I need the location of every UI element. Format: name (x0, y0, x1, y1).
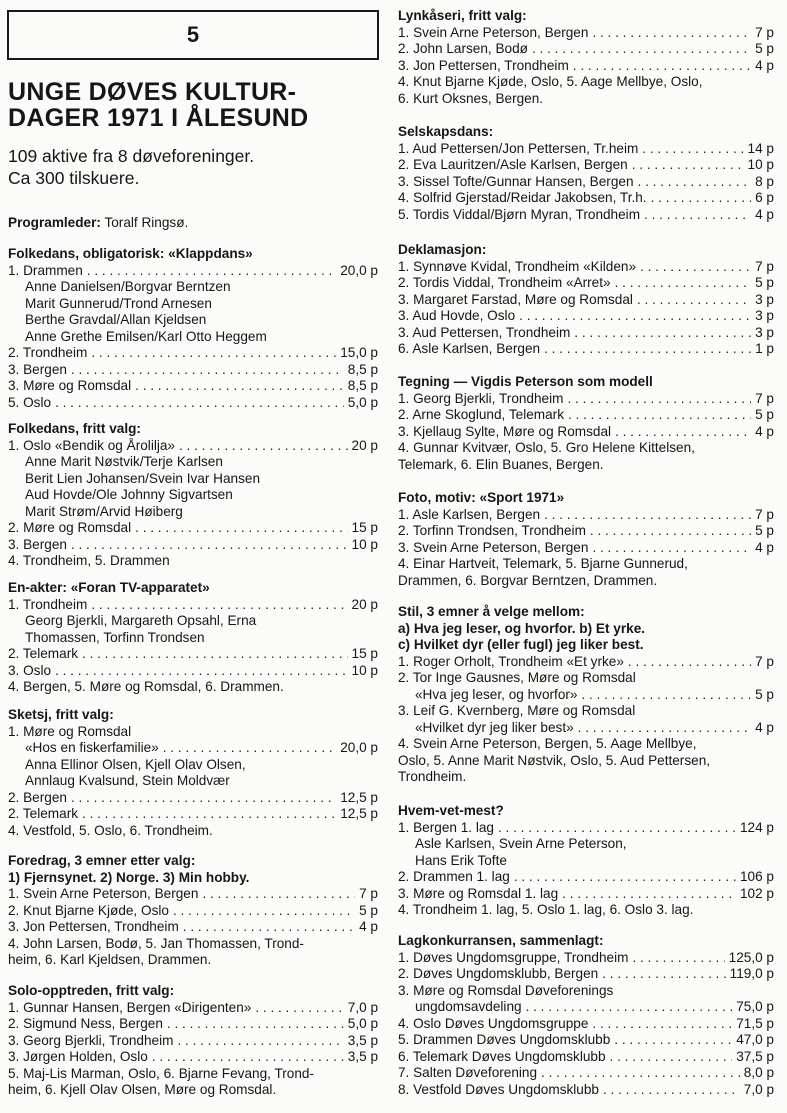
other-placings: 6. Kurt Oksnes, Bergen. (398, 90, 544, 106)
section-foredrag (8, 853, 378, 969)
result-row (8, 1016, 378, 1033)
member-line: Marit Strøm/Arvid Høiberg (25, 503, 183, 519)
result-row (398, 157, 774, 174)
result-row (398, 1016, 774, 1033)
leader-dots (544, 341, 751, 358)
result-name: «Hos en fiskerfamilie» (25, 740, 159, 755)
section-sketsj (8, 707, 378, 839)
section-heading: Folkedans, fritt valg: (8, 421, 141, 436)
leader-dots (183, 919, 355, 936)
result-row (8, 663, 378, 680)
section-heading: Lynkåseri, fritt valg: (398, 8, 527, 23)
intro-line-2: Ca 300 tilskuere. (8, 168, 140, 188)
result-row (8, 919, 378, 936)
leader-dots (590, 523, 751, 540)
result-points: 4 p (755, 57, 774, 73)
leader-dots (71, 362, 344, 379)
result-name: 1. Bergen 1. lag (398, 819, 494, 835)
result-name: 2. Bergen (8, 789, 67, 805)
result-points: 1 p (755, 341, 774, 356)
leader-dots (573, 58, 751, 75)
result-row (8, 1049, 378, 1066)
result-name: 6. Asle Karlsen, Bergen (398, 341, 541, 356)
programleder-label: Programleder: (8, 215, 101, 230)
result-points: 7,0 p (347, 999, 378, 1015)
result-name: 3. Aud Hovde, Oslo (398, 308, 516, 323)
result-name: 1. Georg Bjerkli, Trondheim (398, 390, 564, 406)
result-points: 7 p (755, 390, 774, 406)
result-points: 5 p (755, 41, 774, 56)
leader-dots (651, 190, 752, 207)
result-name: 7. Salten Døveforening (398, 1065, 538, 1080)
section-heading: Foredrag, 3 emner etter valg: (8, 853, 196, 868)
section-heading: Deklamasjon: (398, 242, 487, 257)
result-row (8, 378, 378, 395)
result-points: 6 p (755, 190, 774, 205)
result-points: 124 p (739, 819, 774, 835)
leader-dots (567, 391, 751, 408)
result-name: 5. Oslo (8, 394, 52, 410)
result-points: 119,0 p (729, 966, 774, 981)
result-points: 12,5 p (340, 789, 378, 805)
result-points: 5 p (755, 407, 774, 422)
article-title (8, 79, 388, 131)
leader-dots (87, 263, 336, 280)
result-row (398, 341, 774, 358)
result-row (398, 275, 774, 292)
other-placings: Drammen, 6. Borgvar Berntzen, Drammen. (398, 572, 658, 588)
result-name: 3. Georg Bjerkli, Trondheim (8, 1032, 174, 1048)
result-row (8, 806, 378, 823)
section-heading: Lagkonkurransen, sammenlagt: (398, 933, 604, 948)
result-row (398, 820, 774, 837)
result-name: 3. Bergen (8, 536, 67, 552)
result-points: 4 p (755, 423, 774, 439)
result-row (398, 292, 774, 309)
result-name: 1. Roger Orholt, Trondheim «Et yrke» (398, 653, 624, 669)
result-points: 15 p (351, 646, 378, 661)
member-line: Annlaug Kvalsund, Stein Moldvær (25, 773, 230, 788)
result-points: 3,5 p (347, 1049, 378, 1064)
leader-dots (163, 740, 336, 757)
member-line: Aud Hovde/Ole Johnny Sigvartsen (25, 487, 233, 502)
result-name: 6. Telemark Døves Ungdomsklubb (398, 1048, 606, 1064)
result-name: 2. Møre og Romsdal (8, 520, 132, 535)
leader-dots (581, 687, 751, 704)
section-solo-opptreden (8, 983, 378, 1099)
leader-dots (578, 720, 751, 737)
leader-dots (602, 966, 725, 983)
leader-dots (642, 141, 743, 158)
leader-dots (592, 540, 751, 557)
result-name: 3. Kjellaug Sylte, Møre og Romsdal (398, 423, 612, 439)
leader-dots (568, 407, 751, 424)
result-points: 20 p (351, 437, 378, 453)
result-points: 7 p (359, 886, 378, 901)
result-row (8, 438, 378, 455)
page-number: 5 (186, 22, 200, 47)
member-line: Georg Bjerkli, Margareth Opsahl, Erna (25, 613, 257, 628)
other-placings: 4. Trondheim 1. lag, 5. Oslo 1. lag, 6. Oslo 3. lag. (398, 902, 694, 917)
result-row (8, 886, 378, 903)
section-heading: Selskapsdans: (398, 124, 494, 139)
result-points: 14 p (747, 140, 774, 156)
other-placings: Telemark, 6. Elin Buanes, Bergen. (398, 456, 604, 472)
result-points: 4 p (755, 539, 774, 555)
result-points: 10 p (351, 662, 378, 678)
result-name: 5. Drammen Døves Ungdomsklubb (398, 1032, 611, 1047)
other-placings: 4. Vestfold, 5. Oslo, 6. Trondheim. (8, 822, 213, 838)
result-row (398, 174, 774, 191)
result-row (398, 720, 774, 737)
other-placings: 4. Gunnar Kvitvær, Oslo, 5. Gro Helene Kittelsen, (398, 440, 695, 455)
section-heading: Solo-opptreden, fritt valg: (8, 983, 175, 998)
other-placings: 4. Bergen, 5. Møre og Romsdal, 6. Drammen. (8, 679, 284, 694)
result-points: 7 p (755, 506, 774, 522)
result-row (398, 966, 774, 983)
section-heading: Folkedans, obligatorisk: «Klappdans» (8, 246, 253, 261)
result-name: 3. Jon Pettersen, Trondheim (398, 57, 569, 73)
result-name: 5. Tordis Viddal/Bjørn Myran, Trondheim (398, 206, 641, 222)
result-name: 1. Asle Karlsen, Bergen (398, 506, 541, 522)
result-row (398, 325, 774, 342)
result-name: 3. Margaret Farstad, Møre og Romsdal (398, 291, 633, 307)
result-name: ungdomsavdeling (415, 999, 522, 1014)
member-line: Berit Lien Johansen/Svein Ivar Hansen (25, 470, 261, 486)
leader-dots (592, 25, 751, 42)
leader-dots (498, 820, 736, 837)
result-name: 1. Svein Arne Peterson, Bergen (8, 886, 199, 901)
result-row (8, 790, 378, 807)
result-row (8, 520, 378, 537)
section-stil (398, 604, 774, 786)
result-name: 3. Aud Pettersen, Trondheim (398, 324, 571, 340)
result-points: 3 p (755, 291, 774, 307)
leader-dots (202, 886, 355, 903)
leader-dots (562, 886, 736, 903)
leader-dots (592, 1016, 732, 1033)
other-placings: 4. Knut Bjarne Kjøde, Oslo, 5. Aage Mellbye, Oslo, (398, 74, 703, 89)
leader-dots (614, 1032, 732, 1049)
result-row (398, 540, 774, 557)
result-name: 2. Tor Inge Gausnes, Møre og Romsdal (398, 670, 636, 685)
leader-dots (610, 1049, 733, 1066)
leader-dots (55, 663, 347, 680)
result-row (398, 507, 774, 524)
leader-dots (135, 520, 347, 537)
result-name: 4. Oslo Døves Ungdomsgruppe (398, 1015, 589, 1031)
result-points: 47,0 p (736, 1032, 774, 1047)
result-name: 1. Drammen (8, 262, 83, 278)
section-folkedans-obligatorisk (8, 246, 378, 411)
section-heading: Stil, 3 emner å velge mellom: (398, 604, 585, 619)
member-line: Marit Gunnerud/Trond Arnesen (25, 295, 212, 311)
leader-dots (255, 1000, 343, 1017)
result-name: 3. Leif G. Kvernberg, Møre og Romsdal (398, 703, 636, 718)
result-row (8, 362, 378, 379)
result-points: 7 p (755, 653, 774, 669)
result-row (398, 391, 774, 408)
section-selskapsdans (398, 124, 774, 223)
result-points: 20,0 p (340, 262, 378, 278)
result-points: 10 p (747, 157, 774, 172)
leader-dots (526, 999, 733, 1016)
result-row (398, 407, 774, 424)
leader-dots (644, 207, 751, 224)
result-row (8, 903, 378, 920)
other-placings: heim, 6. Kjell Olav Olsen, Møre og Romsdal. (8, 1082, 277, 1097)
leader-dots (173, 903, 355, 920)
result-points: 3 p (755, 308, 774, 323)
leader-dots (82, 646, 348, 663)
section-subheading: a) Hva jeg leser, og hvorfor. b) Et yrke. (398, 620, 646, 636)
result-name: 2. Drammen 1. lag (398, 869, 510, 884)
leader-dots (519, 308, 751, 325)
result-row (8, 395, 378, 412)
leader-dots (167, 1016, 344, 1033)
result-points: 3,5 p (347, 1032, 378, 1048)
leader-dots (55, 395, 344, 412)
leader-dots (637, 292, 751, 309)
leader-dots (532, 41, 751, 58)
result-points: 8,5 p (347, 378, 378, 393)
result-points: 20 p (351, 596, 378, 612)
result-row (398, 950, 774, 967)
result-name: 3. Bergen (8, 361, 67, 377)
member-line: Berthe Gravdal/Allan Kjeldsen (25, 312, 207, 327)
result-name: 3. Jon Pettersen, Trondheim (8, 919, 179, 934)
result-row (398, 424, 774, 441)
other-placings: 4. Trondheim, 5. Drammen (8, 553, 170, 568)
result-name: 3. Møre og Romsdal (8, 378, 132, 393)
section-tegning (398, 374, 774, 473)
leader-dots (544, 507, 751, 524)
result-points: 12,5 p (340, 806, 378, 821)
result-points: 7 p (755, 24, 774, 40)
result-name: 2. Tordis Viddal, Trondheim «Arret» (398, 275, 611, 290)
section-heading: Hvem-vet-mest? (398, 803, 504, 818)
result-name: 1. Døves Ungdomsgruppe, Trondheim (398, 949, 629, 965)
result-row (398, 141, 774, 158)
result-points: 4 p (755, 719, 774, 735)
result-name: 2. Sigmund Ness, Bergen (8, 1016, 163, 1031)
result-name: 2. Arne Skoglund, Telemark (398, 407, 564, 422)
result-name: 2. Telemark (8, 646, 79, 661)
result-name: 1. Gunnar Hansen, Bergen «Dirigenten» (8, 999, 252, 1015)
result-row (398, 1065, 774, 1082)
result-row (8, 1033, 378, 1050)
result-name: 2. Telemark (8, 806, 79, 821)
result-name: 4. Solfrid Gjerstad/Reidar Jakobsen, Tr.h. (398, 190, 647, 205)
result-name: 2. John Larsen, Bodø (398, 41, 528, 56)
other-placings: Oslo, 5. Anne Marit Nøstvik, Oslo, 5. Aud Pettersen, (398, 752, 711, 768)
leader-dots (91, 345, 336, 362)
result-row (398, 654, 774, 671)
result-points: 5 p (359, 902, 378, 918)
result-row (398, 1049, 774, 1066)
result-name: 2. Eva Lauritzen/Asle Karlsen, Bergen (398, 157, 628, 172)
result-row (398, 207, 774, 224)
result-name: 1. Møre og Romsdal (8, 723, 132, 739)
result-points: 5,0 p (347, 1016, 378, 1031)
other-placings: 4. Svein Arne Peterson, Bergen, 5. Aage Mellbye, (398, 736, 697, 751)
result-name: 2. Knut Bjarne Kjøde, Oslo (8, 902, 169, 918)
result-row (8, 740, 378, 757)
leader-dots (177, 1033, 343, 1050)
section-lagkonkurransen (398, 933, 774, 1098)
member-line: Anne Grethe Emilsen/Karl Otto Heggem (25, 328, 267, 344)
programleder (8, 215, 378, 232)
leader-dots (91, 597, 347, 614)
section-lynkaseri (398, 8, 774, 107)
result-name: 1. Trondheim (8, 596, 88, 612)
leader-dots (638, 174, 752, 191)
result-name: «Hvilket dyr jeg liker best» (415, 719, 574, 735)
result-name: 2. Trondheim (8, 345, 88, 360)
intro (8, 145, 388, 189)
result-points: 37,5 p (736, 1048, 774, 1064)
section-heading: Sketsj, fritt valg: (8, 707, 114, 722)
other-placings: heim, 6. Karl Kjeldsen, Drammen. (8, 952, 212, 967)
result-points: 5,0 p (347, 394, 378, 410)
section-en-akter (8, 580, 378, 696)
result-name: 2. Torfinn Trondsen, Trondheim (398, 523, 586, 538)
result-row (398, 190, 774, 207)
result-name: 3. Jørgen Holden, Oslo (8, 1049, 148, 1064)
page-number-box (7, 10, 379, 60)
result-points: 20,0 p (340, 740, 378, 755)
section-hvem-vet-mest (398, 803, 774, 919)
result-points: 8,5 p (347, 361, 378, 377)
result-row (398, 58, 774, 75)
result-points: 71,5 p (736, 1015, 774, 1031)
result-row (8, 345, 378, 362)
leader-dots (135, 378, 344, 395)
section-foto (398, 490, 774, 589)
result-points: 102 p (739, 885, 774, 901)
result-name: 8. Vestfold Døves Ungdomsklubb (398, 1081, 599, 1097)
result-row (398, 1082, 774, 1099)
result-points: 5 p (755, 686, 774, 702)
result-name: 1. Svein Arne Peterson, Bergen (398, 24, 589, 40)
result-points: 5 p (755, 523, 774, 538)
other-placings: 5. Maj-Lis Marman, Oslo, 6. Bjarne Fevang, Trond- (8, 1065, 314, 1081)
result-row (8, 263, 378, 280)
result-points: 15 p (351, 520, 378, 535)
result-row (8, 537, 378, 554)
section-subheading: 1) Fjernsynet. 2) Norge. 3) Min hobby. (8, 869, 250, 885)
member-line: Anne Danielsen/Borgvar Berntzen (25, 279, 231, 294)
result-name: 3. Sissel Tofte/Gunnar Hansen, Bergen (398, 173, 634, 189)
result-row (8, 597, 378, 614)
leader-dots (628, 654, 751, 671)
leader-dots (640, 259, 751, 276)
member-line: Thomassen, Torfinn Trondsen (25, 629, 205, 645)
result-row (398, 259, 774, 276)
section-heading: Tegning — Vigdis Peterson som modell (398, 374, 653, 389)
result-row (8, 646, 378, 663)
leader-dots (179, 438, 348, 455)
result-name: 2. Døves Ungdomsklubb, Bergen (398, 966, 599, 981)
result-points: 10 p (351, 536, 378, 552)
result-row (398, 308, 774, 325)
result-name: 1. Aud Pettersen/Jon Pettersen, Tr.heim (398, 140, 639, 156)
member-line: Asle Karlsen, Svein Arne Peterson, (415, 836, 627, 851)
leader-dots (71, 537, 348, 554)
result-row (398, 523, 774, 540)
result-points: 8 p (755, 173, 774, 189)
leader-dots (574, 325, 751, 342)
section-deklamasjon (398, 242, 774, 358)
programleder-name: Toralf Ringsø. (100, 215, 189, 230)
result-row (398, 25, 774, 42)
result-name: 3. Oslo (8, 662, 52, 678)
leader-dots (615, 424, 751, 441)
result-row (398, 41, 774, 58)
result-points: 3 p (755, 324, 774, 340)
intro-line-1: 109 aktive fra 8 døveforeninger. (8, 146, 255, 166)
result-name: 3. Møre og Romsdal 1. lag (398, 885, 559, 901)
result-row (398, 999, 774, 1016)
result-row (398, 1032, 774, 1049)
result-row (398, 886, 774, 903)
leader-dots (152, 1049, 344, 1066)
other-placings: Trondheim. (398, 769, 467, 784)
result-points: 7,0 p (743, 1081, 774, 1097)
member-line: Anna Ellinor Olsen, Kjell Olav Olsen, (25, 756, 246, 772)
result-name: «Hva jeg leser, og hvorfor» (415, 686, 578, 702)
result-points: 4 p (359, 919, 378, 934)
result-points: 15,0 p (340, 345, 378, 360)
title-line-1: UNGE DØVES KULTUR- (8, 78, 297, 106)
leader-dots (541, 1065, 740, 1082)
leader-dots (632, 157, 744, 174)
result-points: 4 p (755, 206, 774, 222)
result-points: 8,0 p (743, 1065, 774, 1080)
section-subheading: c) Hvilket dyr (eller fugl) jeg liker best. (398, 637, 644, 652)
section-heading: En-akter: «Foran TV-apparatet» (8, 580, 210, 595)
leader-dots (514, 869, 736, 886)
leader-dots (71, 790, 336, 807)
result-name: 1. Oslo «Bendik og Årolilja» (8, 437, 175, 453)
other-placings: 4. Einar Hartveit, Telemark, 5. Bjarne Gunnerud, (398, 556, 688, 571)
result-points: 106 p (739, 869, 774, 884)
result-points: 125,0 p (728, 949, 774, 965)
other-placings: 4. John Larsen, Bodø, 5. Jan Thomassen, Trond- (8, 935, 304, 951)
leader-dots (615, 275, 752, 292)
title-line-2: DAGER 1971 I ÅLESUND (8, 104, 309, 132)
leader-dots (82, 806, 336, 823)
result-points: 7 p (755, 258, 774, 274)
result-points: 5 p (755, 275, 774, 290)
result-row (398, 687, 774, 704)
result-name: 3. Møre og Romsdal Døveforenings (398, 982, 614, 998)
member-line: Anne Marit Nøstvik/Terje Karlsen (25, 454, 223, 469)
result-row (398, 869, 774, 886)
section-heading: Foto, motiv: «Sport 1971» (398, 490, 565, 505)
result-points: 75,0 p (736, 999, 774, 1014)
result-name: 1. Synnøve Kvidal, Trondheim «Kilden» (398, 258, 637, 274)
leader-dots (603, 1082, 740, 1099)
section-folkedans-fritt (8, 421, 378, 570)
result-name: 3. Svein Arne Peterson, Bergen (398, 539, 589, 555)
leader-dots (632, 950, 724, 967)
result-row (8, 1000, 378, 1017)
member-line: Hans Erik Tofte (415, 852, 507, 868)
